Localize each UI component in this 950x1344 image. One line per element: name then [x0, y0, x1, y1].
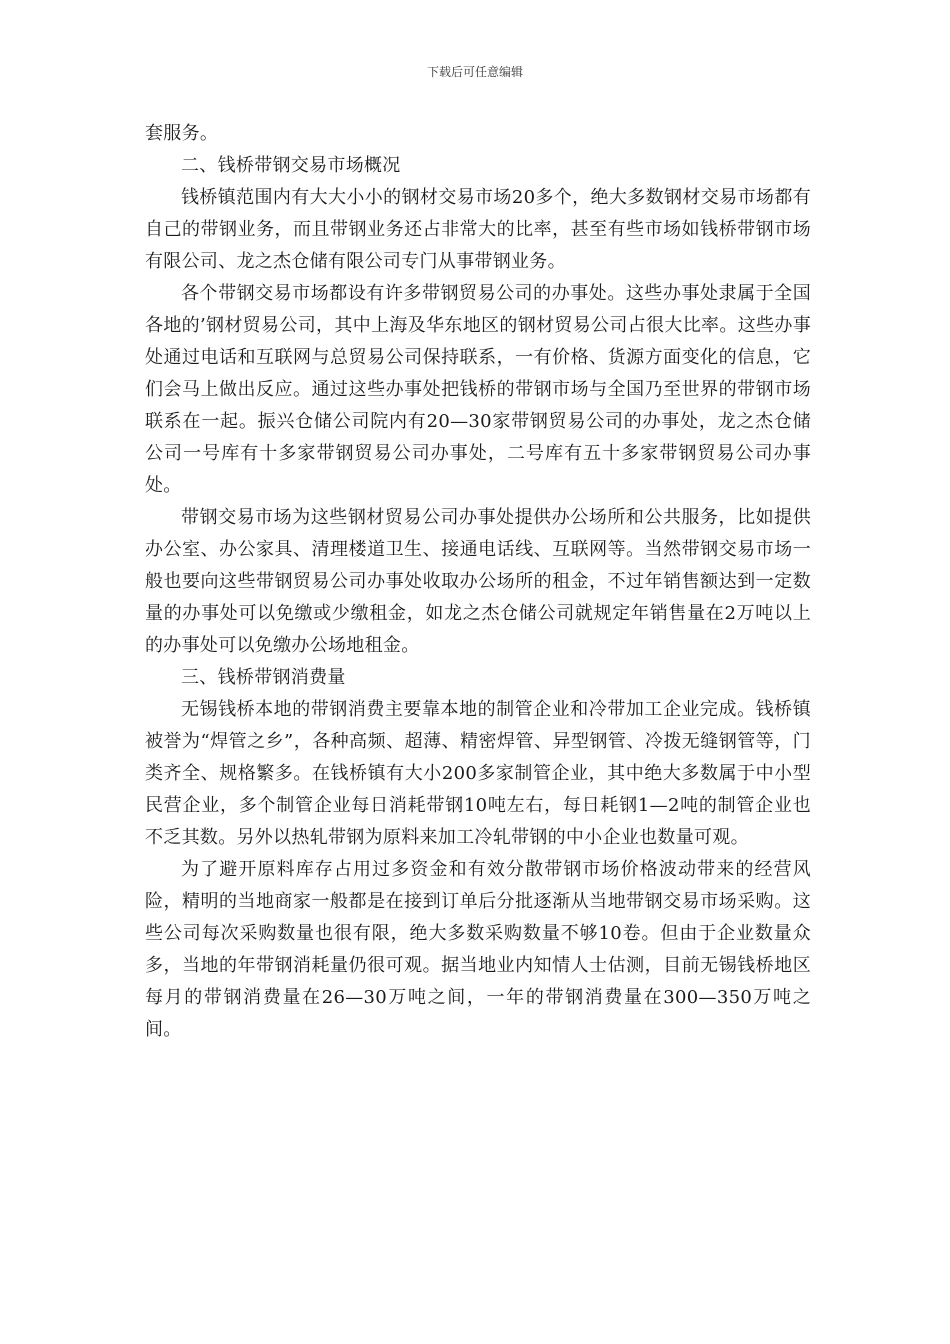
paragraph: 无锡钱桥本地的带钢消费主要靠本地的制管企业和冷带加工企业完成。钱桥镇被誉为“焊管之乡”，各种高频、超薄、精密焊管、异型钢管、冷拨无缝钢管等，门类齐全、规格繁多。在钱桥镇有大小200多家制管企业，其中绝大多数属于中小型民营企业，多个制管企业每日消耗带钢10吨左右，每日耗钢1—2吨的制管企业也不乏其数。另外以热轧带钢为原料来加工冷轧带钢的中小企业也数量可观。	[145, 699, 811, 848]
paragraph: 带钢交易市场为这些钢材贸易公司办事处提供办公场所和公共服务，比如提供办公室、办公家具、清理楼道卫生、接通电话线、互联网等。当然带钢交易市场一般也要向这些带钢贸易公司办事处收取办公场所的租金，不过年销售额达到一定数量的办事处可以免缴或少缴租金，如龙之杰仓储公司就规定年销售量在2万吨以上的办事处可以免缴办公场地租金。	[145, 507, 811, 656]
paragraph-continuation: 套服务。	[145, 123, 219, 144]
paragraph: 各个带钢交易市场都设有许多带钢贸易公司的办事处。这些办事处隶属于全国各地的’钢材贸易公司，其中上海及华东地区的钢材贸易公司占很大比率。这些办事处通过电话和互联网与总贸易公司保持联系，一有价格、货源方面变化的信息，它们会马上做出反应。通过这些办事处把钱桥的带钢市场与全国乃至世界的带钢市场联系在一起。振兴仓储公司院内有20—30家带钢贸易公司的办事处，龙之杰仓储公司一号库有十多家带钢贸易公司办事处，二号库有五十多家带钢贸易公司办事处。	[145, 283, 811, 496]
page-header: 下载后可任意编辑	[426, 65, 523, 79]
paragraph: 钱桥镇范围内有大大小小的钢材交易市场20多个，绝大多数钢材交易市场都有自己的带钢业务，而且带钢业务还占非常大的比率，甚至有些市场如钱桥带钢市场有限公司、龙之杰仓储有限公司专门从事带钢业务。	[145, 187, 811, 272]
section-heading-3: 三、钱桥带钢消费量	[181, 667, 346, 688]
paragraph: 为了避开原料库存占用过多资金和有效分散带钢市场价格波动带来的经营风险，精明的当地商家一般都是在接到订单后分批逐渐从当地带钢交易市场采购。这些公司每次采购数量也很有限，绝大多数采购数量不够10卷。但由于企业数量众多，当地的年带钢消耗量仍很可观。据当地业内知情人士估测，目前无锡钱桥地区每月的带钢消费量在26—30万吨之间，一年的带钢消费量在300—350万吨之间。	[145, 859, 811, 1040]
section-heading-2: 二、钱桥带钢交易市场概况	[181, 155, 401, 176]
document-body	[145, 118, 811, 1046]
